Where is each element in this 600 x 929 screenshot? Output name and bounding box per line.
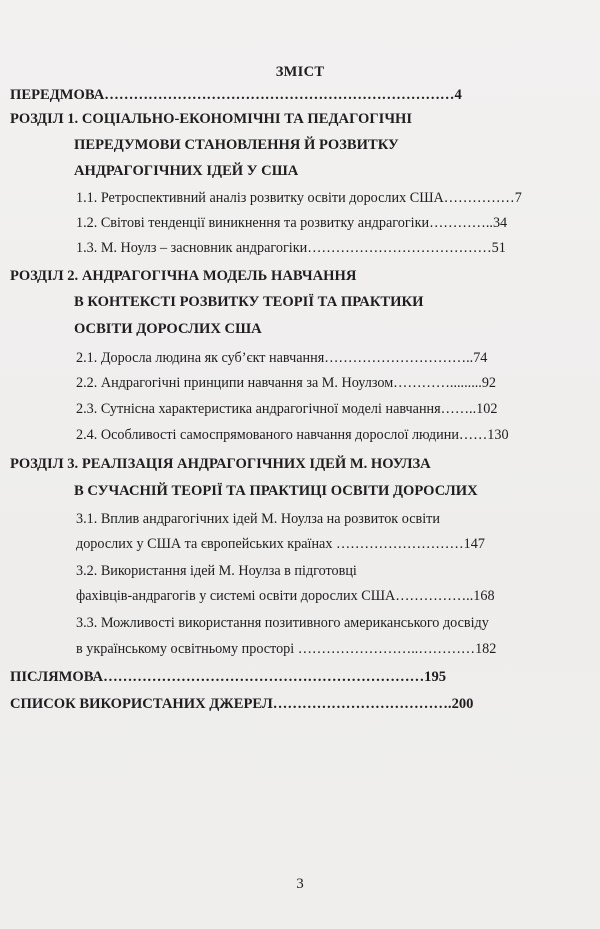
- toc-afterword: ПІСЛЯМОВА…………………………………………………………195: [10, 669, 447, 685]
- toc-section-2-4: 2.4. Особливості самоспрямованого навчання дорослої людини……130: [76, 427, 509, 443]
- toc-section-1-2: 1.2. Світові тенденції виникнення та розвитку андрагогіки…………..34: [76, 215, 508, 231]
- toc-section-3-3: 3.3. Можливості використання позитивного американського досвіду: [76, 615, 489, 631]
- toc-chapter-2: РОЗДІЛ 2. АНДРАГОГІЧНА МОДЕЛЬ НАВЧАННЯ: [10, 268, 357, 284]
- toc-section-3-3-line2: в українському освітньому просторі ……………………..…………182: [76, 641, 497, 657]
- toc-section-3-1-line2: дорослих у США та європейських країнах ………………………147: [76, 536, 485, 552]
- toc-section-3-2-line2: фахівців-андрагогів у системі освіти дорослих США……………..168: [76, 588, 495, 604]
- toc-chapter-3-line2: В СУЧАСНІЙ ТЕОРІЇ ТА ПРАКТИЦІ ОСВІТИ ДОРОСЛИХ: [74, 483, 478, 499]
- toc-title: ЗМІСТ: [275, 64, 325, 80]
- toc-section-1-1: 1.1. Ретроспективний аналіз розвитку освіти дорослих США……………7: [76, 190, 522, 206]
- page-number: 3: [296, 876, 304, 892]
- toc-section-1-3: 1.3. М. Ноулз – засновник андрагогіки…………………………………51: [76, 240, 506, 256]
- toc-foreword: ПЕРЕДМОВА………………………………………………………………4: [10, 87, 462, 103]
- toc-chapter-1: РОЗДІЛ 1. СОЦІАЛЬНО-ЕКОНОМІЧНІ ТА ПЕДАГОГІЧНІ: [10, 111, 413, 127]
- toc-section-3-1: 3.1. Вплив андрагогічних ідей М. Ноулза на розвиток освіти: [76, 511, 440, 527]
- toc-chapter-1-line3: АНДРАГОГІЧНИХ ІДЕЙ У США: [74, 163, 299, 179]
- toc-section-3-2: 3.2. Використання ідей М. Ноулза в підготовці: [76, 563, 357, 579]
- toc-bibliography: СПИСОК ВИКОРИСТАНИХ ДЖЕРЕЛ……………………………….200: [10, 696, 474, 712]
- toc-section-2-1: 2.1. Доросла людина як суб’єкт навчання…………………………..74: [76, 350, 488, 366]
- toc-section-2-2: 2.2. Андрагогічні принципи навчання за М. Ноулзом………….........92: [76, 375, 497, 391]
- toc-section-2-3: 2.3. Сутнісна характеристика андрагогічної моделі навчання……..102: [76, 401, 498, 417]
- toc-chapter-3: РОЗДІЛ 3. РЕАЛІЗАЦІЯ АНДРАГОГІЧНИХ ІДЕЙ М. НОУЛЗА: [10, 456, 431, 472]
- toc-chapter-1-line2: ПЕРЕДУМОВИ СТАНОВЛЕННЯ Й РОЗВИТКУ: [74, 137, 399, 153]
- toc-chapter-2-line3: ОСВІТИ ДОРОСЛИХ США: [74, 321, 262, 337]
- toc-chapter-2-line2: В КОНТЕКСТІ РОЗВИТКУ ТЕОРІЇ ТА ПРАКТИКИ: [74, 294, 424, 310]
